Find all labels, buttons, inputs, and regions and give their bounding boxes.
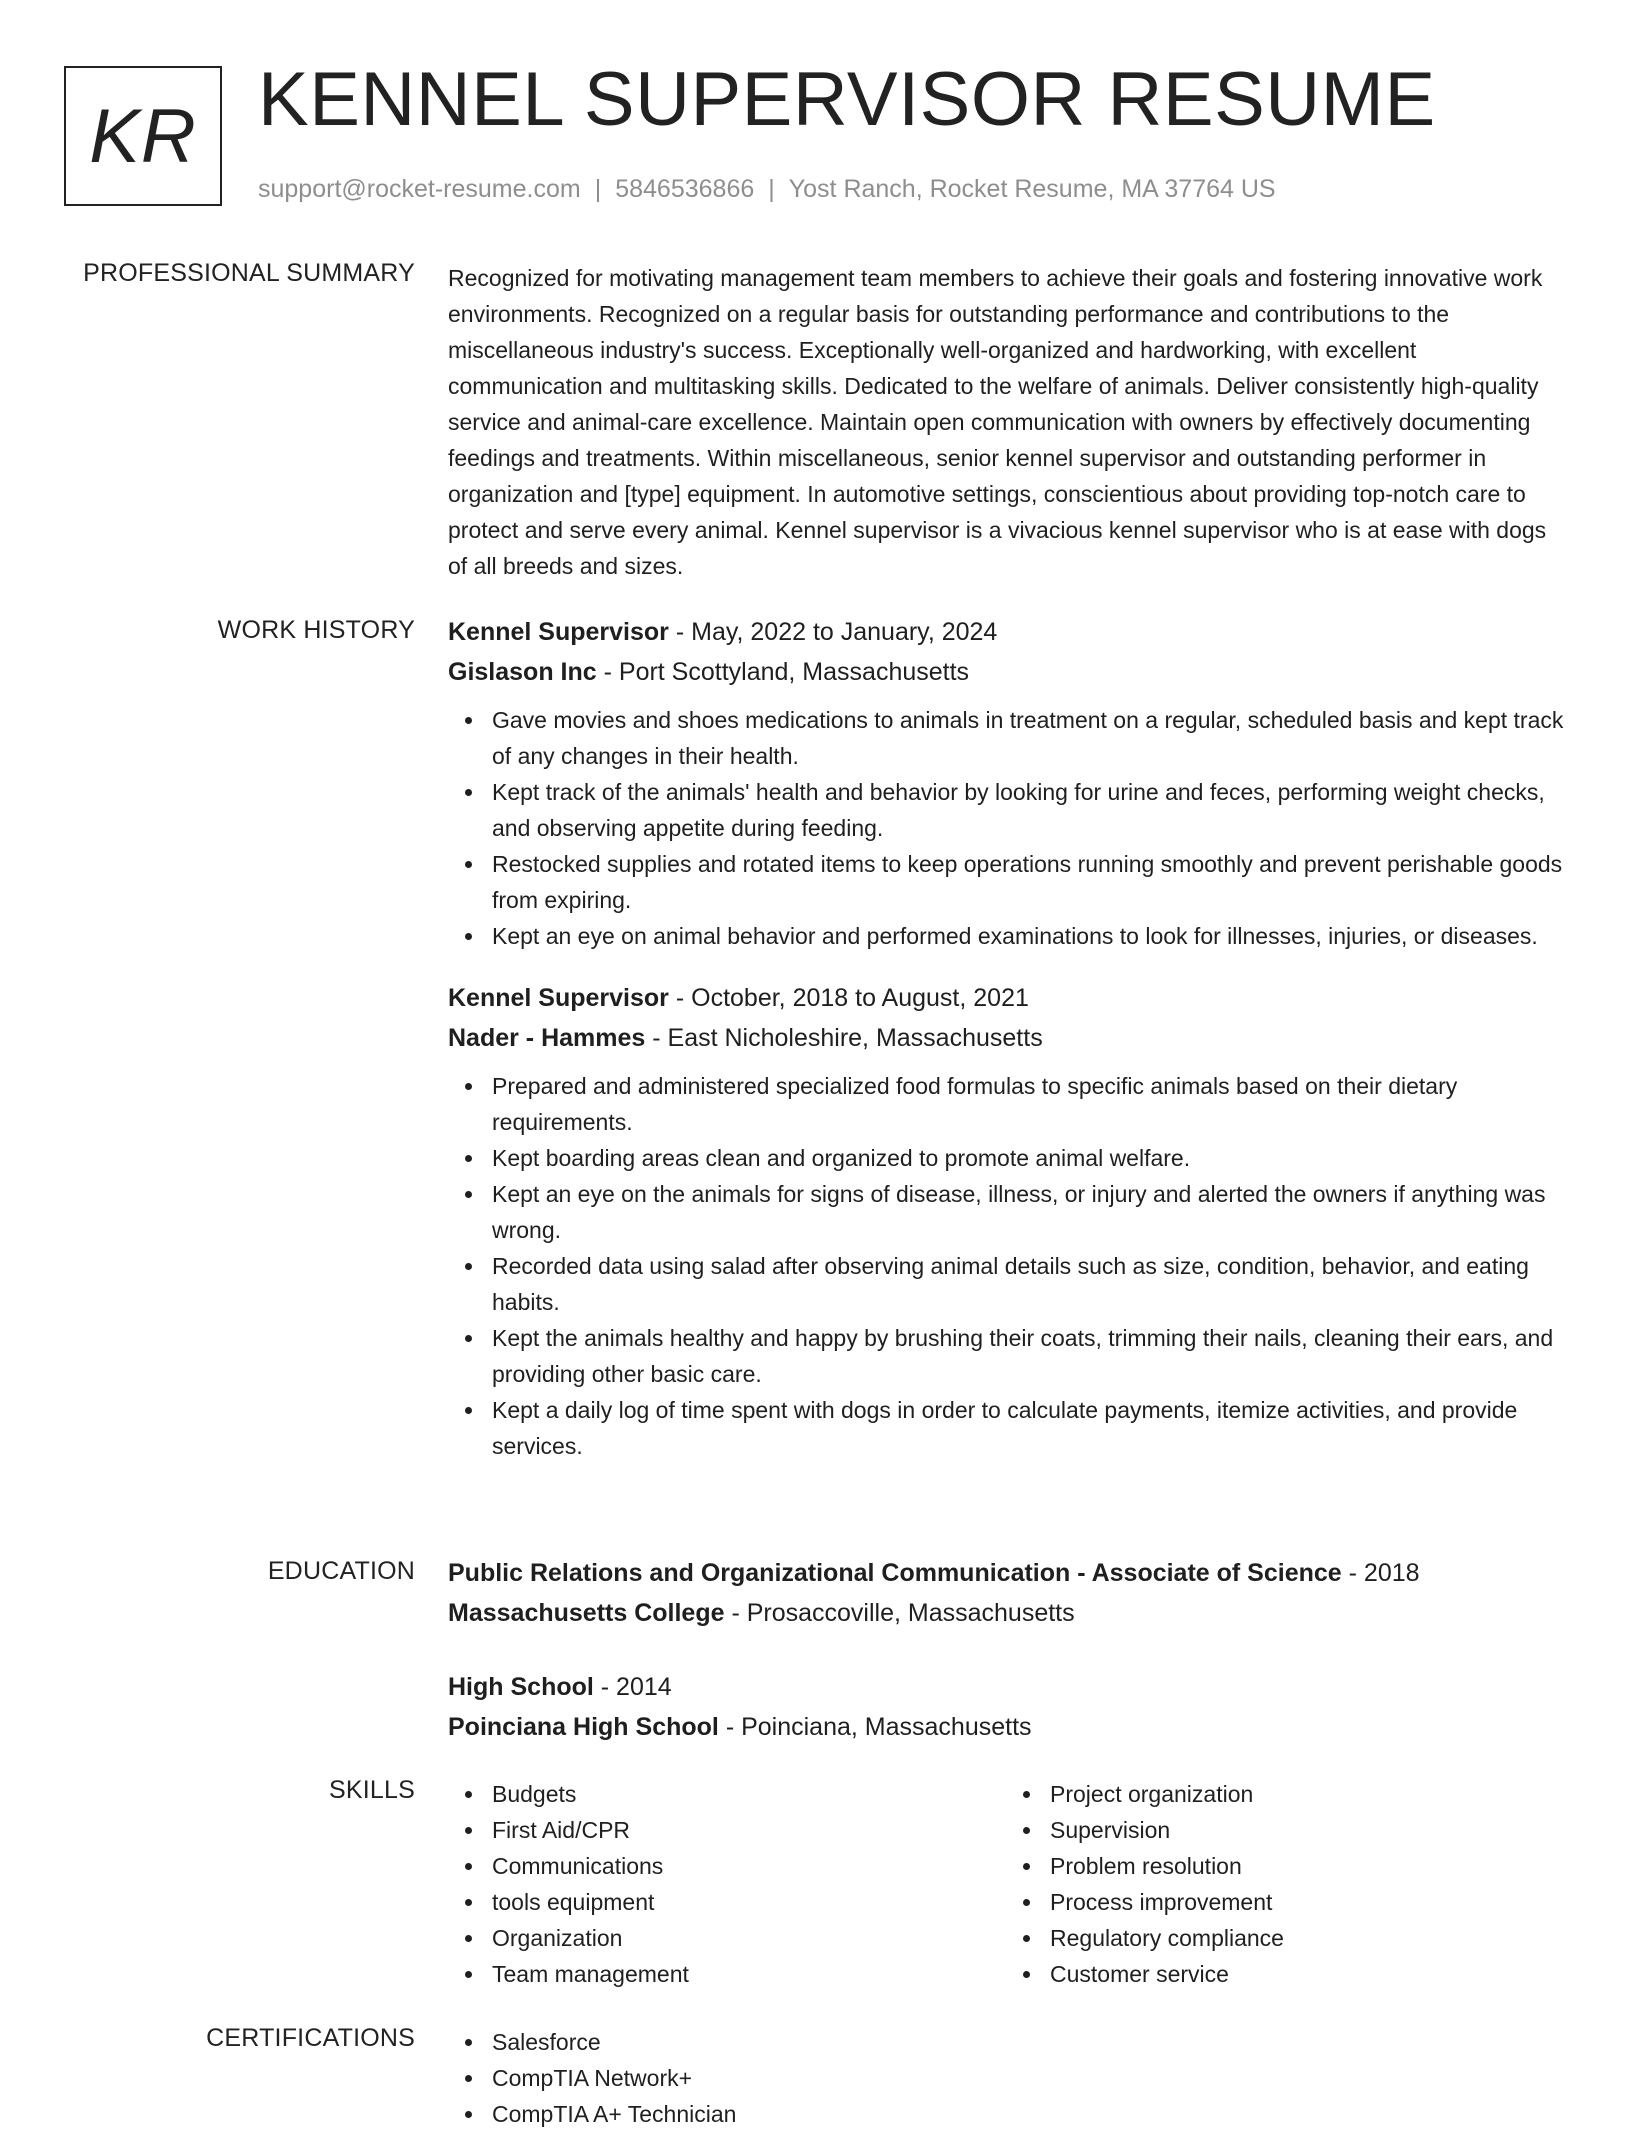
job-title: Kennel Supervisor: [448, 618, 669, 646]
job-duty: Kept boarding areas clean and organized to promote animal welfare.: [492, 1140, 1564, 1176]
contact-address: Yost Ranch, Rocket Resume, MA 37764 US: [788, 175, 1276, 203]
school-location: - Poinciana, Massachusetts: [718, 1713, 1032, 1741]
skill-item: Organization: [492, 1920, 1006, 1956]
certifications-list: [448, 2024, 1564, 2132]
job-entry: [448, 978, 1564, 1464]
education-entry: [448, 1667, 1564, 1747]
skill-item: Process improvement: [1050, 1884, 1564, 1920]
school-line: [448, 1707, 1564, 1747]
school-line: [448, 1593, 1564, 1633]
job-title-line: [448, 978, 1564, 1018]
school-name: Massachusetts College: [448, 1599, 725, 1627]
skills-grid: [448, 1776, 1564, 1992]
contact-phone: 5846536866: [615, 175, 755, 203]
job-duties-list: [448, 702, 1564, 954]
job-entry: [448, 612, 1564, 954]
job-location: - Port Scottyland, Massachusetts: [596, 658, 970, 686]
job-duty: Recorded data using salad after observing animal details such as size, condition, behavior, and eating habits.: [492, 1248, 1564, 1320]
skill-item: tools equipment: [492, 1884, 1006, 1920]
section-label-skills: SKILLS: [329, 1776, 415, 1804]
section-label-education: EDUCATION: [267, 1557, 415, 1585]
job-company-line: [448, 652, 1564, 692]
job-company-line: [448, 1018, 1564, 1058]
degree-year: - 2014: [593, 1673, 672, 1701]
job-duty: Kept an eye on the animals for signs of disease, illness, or injury and alerted the owners if anything was wrong.: [492, 1176, 1564, 1248]
job-duty: Kept an eye on animal behavior and performed examinations to look for illnesses, injuries, or diseases.: [492, 918, 1564, 954]
education-entry: [448, 1553, 1564, 1633]
section-label-certifications: CERTIFICATIONS: [206, 2024, 415, 2052]
job-duty: Prepared and administered specialized food formulas to specific animals based on their dietary requirements.: [492, 1068, 1564, 1140]
contact-email: support@rocket-resume.com: [258, 175, 581, 203]
job-duty: Kept track of the animals' health and behavior by looking for urine and feces, performing weight checks, and observing appetite during feeding.: [492, 774, 1564, 846]
job-duties-list: [448, 1068, 1564, 1464]
contact-line: [258, 175, 1276, 204]
summary-text: Recognized for motivating management team members to achieve their goals and fostering innovative work environments. Recognized on a regular basis for outstanding performance and contributions to the miscellaneous industry's success. Exceptionally well-organized and hardworking, with excellent communication and multitasking skills. Dedicated to the welfare of animals. Deliver consistently high-quality service and animal-care excellence. Maintain open communication with owners by effectively documenting feedings and treatments. Within miscellaneous, senior kennel supervisor and outstanding performer in organization and [type] equipment. In automotive settings, conscientious about providing top-notch care to protect and serve every animal. Kennel supervisor is a vivacious kennel supervisor who is at ease with dogs of all breeds and sizes.: [448, 265, 1547, 579]
skill-item: Problem resolution: [1050, 1848, 1564, 1884]
job-title: Kennel Supervisor: [448, 984, 669, 1012]
job-duty: Restocked supplies and rotated items to keep operations running smoothly and prevent perishable goods from expiring.: [492, 846, 1564, 918]
resume-title: KENNEL SUPERVISOR RESUME: [258, 57, 1436, 142]
skill-item: Project organization: [1050, 1776, 1564, 1812]
certification-item: CompTIA Network+: [492, 2060, 1564, 2096]
skill-item: Team management: [492, 1956, 1006, 1992]
job-duty: Gave movies and shoes medications to animals in treatment on a regular, scheduled basis and kept track of any changes in their health.: [492, 702, 1564, 774]
section-label-work: WORK HISTORY: [217, 616, 415, 644]
skill-item: First Aid/CPR: [492, 1812, 1006, 1848]
degree-line: [448, 1667, 1564, 1707]
job-location: - East Nicholeshire, Massachusetts: [645, 1024, 1043, 1052]
job-title-line: [448, 612, 1564, 652]
section-label-summary: PROFESSIONAL SUMMARY: [83, 259, 415, 287]
certification-item: CompTIA A+ Technician: [492, 2096, 1564, 2132]
job-company: Gislason Inc: [448, 658, 597, 686]
skills-list-right: [1006, 1776, 1564, 1992]
job-dates: - October, 2018 to August, 2021: [668, 984, 1029, 1012]
degree: High School: [448, 1673, 594, 1701]
skills-list-left: [448, 1776, 1006, 1992]
certification-item: Salesforce: [492, 2024, 1564, 2060]
degree: Public Relations and Organizational Communication - Associate of Science: [448, 1559, 1342, 1587]
contact-separator: |: [594, 175, 602, 203]
degree-line: [448, 1553, 1564, 1593]
skill-item: Supervision: [1050, 1812, 1564, 1848]
job-dates: - May, 2022 to January, 2024: [668, 618, 998, 646]
initials-monogram: KR: [64, 66, 222, 206]
school-location: - Prosaccoville, Massachusetts: [724, 1599, 1075, 1627]
degree-year: - 2018: [1341, 1559, 1420, 1587]
skill-item: Budgets: [492, 1776, 1006, 1812]
skill-item: Customer service: [1050, 1956, 1564, 1992]
school-name: Poinciana High School: [448, 1713, 719, 1741]
contact-separator: |: [768, 175, 775, 203]
job-duty: Kept a daily log of time spent with dogs in order to calculate payments, itemize activities, and provide services.: [492, 1392, 1564, 1464]
skill-item: Communications: [492, 1848, 1006, 1884]
skill-item: Regulatory compliance: [1050, 1920, 1564, 1956]
job-company: Nader - Hammes: [448, 1024, 646, 1052]
job-duty: Kept the animals healthy and happy by brushing their coats, trimming their nails, cleaning their ears, and providing other basic care.: [492, 1320, 1564, 1392]
